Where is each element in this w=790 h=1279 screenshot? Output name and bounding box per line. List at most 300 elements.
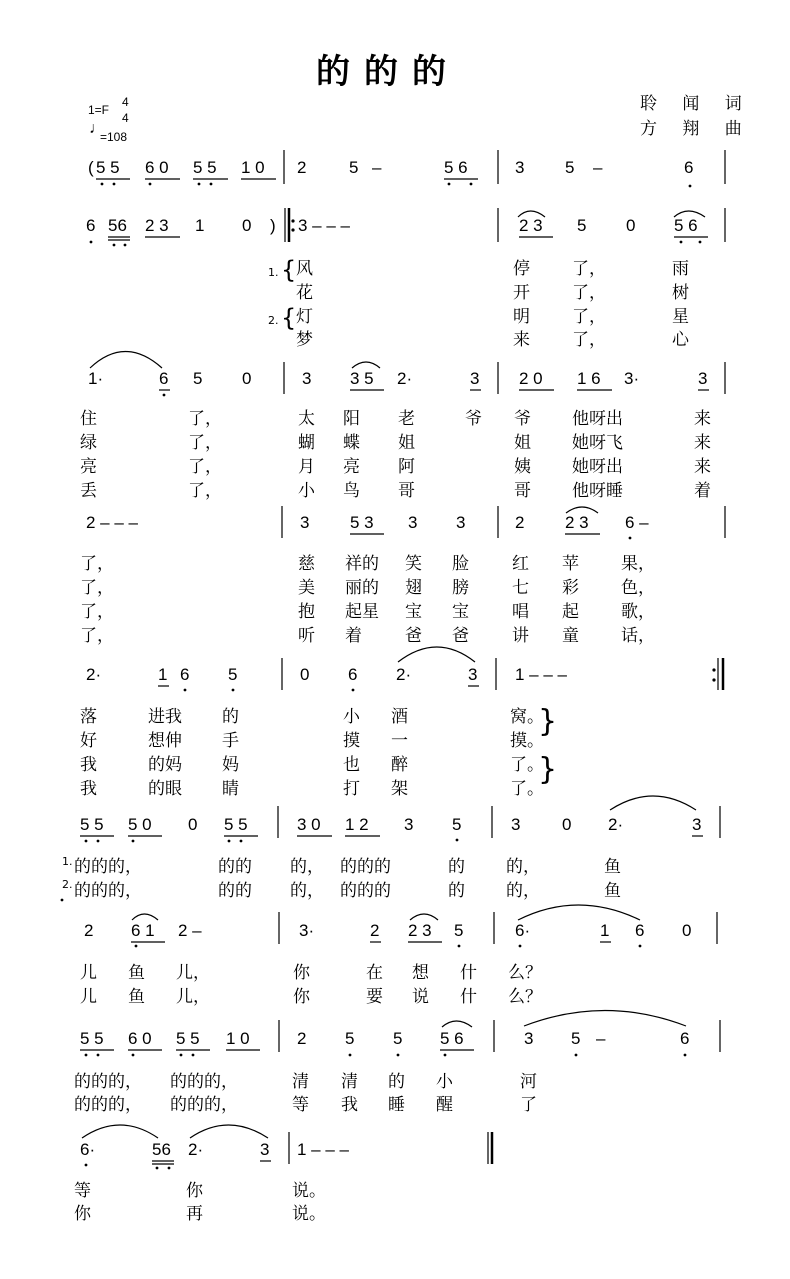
lyric: 宝	[452, 602, 469, 622]
note: 5 6	[444, 158, 468, 177]
lyric: 鸟	[343, 481, 360, 501]
lyric: 我	[80, 779, 97, 799]
lyric: 我	[341, 1095, 358, 1115]
lyric: 河	[520, 1072, 537, 1092]
lyric: 了	[520, 1095, 537, 1115]
lyric: 鱼	[604, 881, 621, 901]
lyric: 什	[460, 963, 477, 983]
note: 6·	[515, 921, 531, 940]
lyric: 亮	[343, 457, 360, 477]
lyric: 么？	[508, 963, 542, 983]
note: 2 3	[519, 216, 543, 235]
lyric: 的的的，	[74, 1072, 142, 1092]
lyric: 星	[672, 307, 689, 327]
lyric: 等	[74, 1181, 91, 1201]
lyric: 儿，	[176, 963, 210, 983]
note: 5	[193, 369, 203, 388]
lyric: 绿	[80, 433, 97, 453]
note: 6	[159, 369, 169, 388]
note: 2·	[188, 1140, 204, 1159]
lyric: 你	[186, 1181, 203, 1201]
note: 0	[300, 665, 310, 684]
lyric: 醉	[391, 755, 408, 775]
octave-dot	[97, 1054, 100, 1057]
lyric: 的的	[218, 881, 252, 901]
slur	[610, 796, 696, 810]
lyric: 的妈	[148, 755, 182, 775]
slur	[524, 1011, 686, 1027]
lyric: 蝶	[343, 433, 360, 453]
lyric: 清	[292, 1072, 309, 1092]
lyric: 明	[513, 307, 530, 327]
lyric: 阳	[343, 409, 360, 429]
lyric: 么？	[508, 987, 542, 1007]
note: 5 5	[96, 158, 120, 177]
lyric: 心	[672, 330, 689, 350]
lyric: 鱼	[604, 857, 621, 877]
octave-dot	[113, 244, 116, 247]
lyric: 美	[298, 578, 315, 598]
lyric: 等	[292, 1095, 309, 1115]
lyric: 灯	[296, 307, 313, 327]
lyric: 丽的	[345, 578, 379, 598]
lyric: 想	[412, 963, 429, 983]
lyric: 爷	[465, 409, 482, 429]
lyric: 好	[80, 731, 97, 751]
note: 2 3	[565, 513, 589, 532]
note: 3	[698, 369, 708, 388]
lyric: 抱	[298, 602, 315, 622]
lyric: 一	[391, 731, 408, 751]
lyric: 要	[366, 987, 383, 1007]
octave-dot	[168, 1167, 171, 1170]
octave-dot	[184, 689, 187, 692]
key-signature: 1=F	[88, 103, 110, 117]
lyric: 小	[343, 707, 360, 727]
note: 2 0	[519, 369, 543, 388]
octave-dot	[349, 1054, 352, 1057]
lyric: 说。	[292, 1204, 326, 1224]
lyric: 来	[694, 457, 711, 477]
note: 5 6	[674, 216, 698, 235]
note: )	[270, 216, 276, 235]
lyric: 姨	[514, 457, 531, 477]
note: 2·	[86, 665, 102, 684]
lyric: 说。	[292, 1181, 326, 1201]
lyric: 你	[293, 963, 310, 983]
octave-dot	[240, 840, 243, 843]
repeat-dot	[291, 228, 294, 231]
lyric: 丢	[80, 481, 97, 501]
lyric: 祥的	[345, 554, 379, 574]
note: 6·	[80, 1140, 96, 1159]
lyric: 住	[80, 409, 97, 429]
octave-dot	[456, 839, 459, 842]
octave-dot	[61, 899, 64, 902]
lyric: 花	[296, 283, 313, 303]
brace: {	[281, 256, 297, 284]
composer-credit: 方 翔 曲	[640, 119, 752, 139]
octave-dot	[210, 183, 213, 186]
lyric: 的，	[290, 857, 324, 877]
lyric: 他呀出	[572, 409, 623, 429]
note: 1	[195, 216, 205, 235]
note: 5	[349, 158, 359, 177]
note: 3	[302, 369, 312, 388]
lyric: 的的的，	[170, 1095, 238, 1115]
lyric: 苹	[562, 554, 579, 574]
note: –	[372, 158, 382, 177]
lyric: 小	[298, 481, 315, 501]
lyric: 手	[222, 731, 239, 751]
octave-dot	[575, 1054, 578, 1057]
note: 2	[84, 921, 94, 940]
note: 3	[456, 513, 466, 532]
octave-dot	[85, 1054, 88, 1057]
note: 3	[511, 815, 521, 834]
lyric: 的的	[218, 857, 252, 877]
lyric: 红	[512, 554, 529, 574]
lyric: 了，	[572, 330, 606, 350]
lyric: 宝	[405, 602, 422, 622]
note: 6	[680, 1029, 690, 1048]
octave-dot	[149, 183, 152, 186]
lyric: 了，	[80, 578, 114, 598]
note: 6 0	[145, 158, 169, 177]
octave-dot	[470, 183, 473, 186]
lyric: 你	[74, 1204, 91, 1224]
lyric: 听	[298, 626, 315, 646]
note: 3	[692, 815, 702, 834]
lyric: 了，	[188, 481, 222, 501]
lyric: 了，	[188, 409, 222, 429]
brace: }	[538, 752, 558, 787]
note: 5	[577, 216, 587, 235]
note: 5	[571, 1029, 581, 1048]
lyric: 彩	[562, 578, 579, 598]
lyric: 窝。	[510, 707, 544, 727]
octave-dot	[101, 183, 104, 186]
lyric: 慈	[298, 554, 315, 574]
note: 1 0	[226, 1029, 250, 1048]
note: 5 5	[224, 815, 248, 834]
lyric: 起星	[345, 602, 379, 622]
lyric: 了，	[80, 602, 114, 622]
slur	[518, 211, 545, 217]
octave-dot	[448, 183, 451, 186]
lyric: 了，	[572, 259, 606, 279]
note: 5	[454, 921, 464, 940]
note: 2 3	[408, 921, 432, 940]
note: 2	[297, 158, 307, 177]
lyric: 的眼	[148, 779, 182, 799]
lyric: 的	[222, 707, 239, 727]
note: 1 6	[577, 369, 601, 388]
note: 5 3	[350, 513, 374, 532]
lyric: 了，	[188, 457, 222, 477]
lyric: 的，	[506, 857, 540, 877]
lyric: 进我	[148, 707, 182, 727]
lyric: 的的的	[340, 881, 391, 901]
lyric: 话，	[621, 626, 655, 646]
note: 3	[470, 369, 480, 388]
lyric: 七	[512, 578, 529, 598]
brace: }	[538, 704, 558, 739]
note: 5	[393, 1029, 403, 1048]
lyric: 了，	[572, 307, 606, 327]
lyric: 的的的	[340, 857, 391, 877]
lyric: 她呀飞	[572, 433, 623, 453]
repeat-dot	[712, 678, 715, 681]
note: 5 6	[440, 1029, 464, 1048]
lyric: 笑	[405, 554, 422, 574]
lyric: 在	[366, 963, 383, 983]
lyric: 架	[391, 779, 408, 799]
note: 5	[345, 1029, 355, 1048]
slur	[566, 507, 598, 513]
lyric: 醒	[436, 1095, 453, 1115]
note: 2·	[397, 369, 413, 388]
note: –	[596, 1029, 606, 1048]
lyricist-credit: 聆 闻 词	[640, 94, 752, 114]
slur	[410, 914, 438, 920]
octave-dot	[124, 244, 127, 247]
lyric: 爸	[405, 626, 422, 646]
note: 0	[682, 921, 692, 940]
lyric: 来	[694, 433, 711, 453]
lyric: 了。	[510, 755, 544, 775]
octave-dot	[232, 689, 235, 692]
lyric: 酒	[391, 707, 408, 727]
octave-dot	[689, 185, 692, 188]
lyric: 也	[343, 755, 360, 775]
note: 3 5	[350, 369, 374, 388]
repeat-dot	[291, 219, 294, 222]
note: 5	[228, 665, 238, 684]
lyric: 打	[343, 779, 360, 799]
lyric: 鱼	[128, 963, 145, 983]
note: 2 –	[178, 921, 202, 940]
slur	[398, 647, 475, 662]
lyric: 摸	[343, 731, 360, 751]
note: 1 0	[241, 158, 265, 177]
lyric: 的的的，	[74, 857, 142, 877]
note: 3	[260, 1140, 270, 1159]
note: 6	[684, 158, 694, 177]
octave-dot	[352, 689, 355, 692]
note: 3·	[624, 369, 640, 388]
lyric: 鱼	[128, 987, 145, 1007]
note: 6 0	[128, 1029, 152, 1048]
note: 6 1	[131, 921, 155, 940]
note: 5 5	[80, 815, 104, 834]
note: 2·	[608, 815, 624, 834]
song-title: 的的的	[316, 52, 460, 92]
lyric: 的的的，	[74, 881, 142, 901]
octave-dot	[444, 1054, 447, 1057]
octave-dot	[90, 241, 93, 244]
note: 2·	[396, 665, 412, 684]
verse-number: 1.	[62, 855, 73, 868]
verse-number: 2.	[62, 878, 73, 891]
slur	[518, 905, 640, 920]
lyric: 了。	[510, 779, 544, 799]
lyric: 来	[513, 330, 530, 350]
lyric: 想伸	[148, 731, 182, 751]
octave-dot	[163, 394, 166, 397]
note: 3	[300, 513, 310, 532]
note: 5 0	[128, 815, 152, 834]
lyric: 儿	[80, 963, 97, 983]
octave-dot	[132, 840, 135, 843]
note: 1 – – –	[297, 1140, 349, 1159]
lyric: 了，	[80, 554, 114, 574]
note: –	[593, 158, 603, 177]
note: 1 2	[345, 815, 369, 834]
note: 56	[108, 216, 127, 235]
octave-dot	[684, 1054, 687, 1057]
note: 5 5	[80, 1029, 104, 1048]
note: 5 5	[176, 1029, 200, 1048]
note: 1	[158, 665, 168, 684]
time-signature-top: 4	[122, 95, 129, 109]
lyric: 他呀睡	[572, 481, 623, 501]
octave-dot	[699, 241, 702, 244]
quarter-note-icon: ♩	[89, 120, 105, 137]
note: 3	[468, 665, 478, 684]
note: 6	[86, 216, 96, 235]
note: 3	[408, 513, 418, 532]
lyric: 哥	[398, 481, 415, 501]
brace: {	[281, 304, 297, 332]
lyric: 说	[412, 987, 429, 1007]
octave-dot	[397, 1054, 400, 1057]
note: (	[88, 158, 94, 177]
lyric: 老	[398, 409, 415, 429]
note: 6	[180, 665, 190, 684]
note: 2	[515, 513, 525, 532]
lyric: 月	[298, 457, 315, 477]
lyric: 停	[513, 259, 530, 279]
note: 0	[188, 815, 198, 834]
note: 6	[635, 921, 645, 940]
verse-number: 2.	[268, 314, 279, 327]
lyric: 的	[448, 857, 465, 877]
octave-dot	[458, 945, 461, 948]
note: 2	[297, 1029, 307, 1048]
lyric: 妈	[222, 755, 239, 775]
octave-dot	[629, 537, 632, 540]
lyric: 脸	[452, 554, 469, 574]
note: 1 – – –	[515, 665, 567, 684]
octave-dot	[639, 945, 642, 948]
lyric: 了，	[572, 283, 606, 303]
note: 56	[152, 1140, 171, 1159]
lyric: 小	[436, 1072, 453, 1092]
lyric: 的	[388, 1072, 405, 1092]
lyric: 来	[694, 409, 711, 429]
lyric: 落	[80, 707, 97, 727]
lyric: 摸。	[510, 731, 544, 751]
lyric: 蝴	[298, 433, 315, 453]
slur	[352, 362, 380, 368]
lyric: 姐	[514, 433, 531, 453]
lyric: 开	[513, 283, 530, 303]
note: 3 0	[297, 815, 321, 834]
lyric: 色，	[621, 578, 655, 598]
lyric: 清	[341, 1072, 358, 1092]
octave-dot	[180, 1054, 183, 1057]
lyric: 姐	[398, 433, 415, 453]
lyric: 童	[562, 626, 579, 646]
lyric: 你	[293, 987, 310, 1007]
note: 1·	[88, 369, 104, 388]
lyric: 果，	[621, 554, 655, 574]
note: 2 – – –	[86, 513, 138, 532]
lyric: 着	[694, 481, 711, 501]
note: 2	[370, 921, 380, 940]
octave-dot	[228, 840, 231, 843]
octave-dot	[519, 945, 522, 948]
lyric: 哥	[514, 481, 531, 501]
repeat-dot	[712, 668, 715, 671]
note: 3	[404, 815, 414, 834]
lyric: 她呀出	[572, 457, 623, 477]
slur	[132, 914, 158, 920]
lyric: 唱	[512, 602, 529, 622]
lyric: 亮	[80, 457, 97, 477]
note: 5	[565, 158, 575, 177]
note: 0	[242, 369, 252, 388]
tempo-marking: =108	[100, 130, 128, 144]
slur	[90, 352, 162, 369]
octave-dot	[192, 1054, 195, 1057]
slur	[674, 211, 705, 217]
lyric: 歌，	[621, 602, 655, 622]
lyric: 我	[80, 755, 97, 775]
lyric: 再	[186, 1204, 203, 1224]
note: 5	[452, 815, 462, 834]
lyric: 着	[345, 626, 362, 646]
octave-dot	[113, 183, 116, 186]
note: 0	[562, 815, 572, 834]
lyric: 的的的，	[74, 1095, 142, 1115]
lyric: 梦	[296, 330, 313, 350]
octave-dot	[135, 945, 138, 948]
lyric: 的，	[290, 881, 324, 901]
lyric: 睛	[222, 779, 239, 799]
note: 6	[348, 665, 358, 684]
lyric: 的的的，	[170, 1072, 238, 1092]
note: 1	[600, 921, 610, 940]
octave-dot	[97, 840, 100, 843]
note: 6 –	[625, 513, 649, 532]
note: 2 3	[145, 216, 169, 235]
slur	[442, 1021, 472, 1027]
slur	[82, 1125, 158, 1138]
lyric: 太	[298, 409, 315, 429]
lyric: 雨	[672, 259, 689, 279]
lyric: 树	[672, 283, 689, 303]
note: 0	[626, 216, 636, 235]
lyric: 的，	[506, 881, 540, 901]
note: 0	[242, 216, 252, 235]
note: 3·	[299, 921, 315, 940]
lyric: 爷	[514, 409, 531, 429]
octave-dot	[85, 840, 88, 843]
lyric: 风	[296, 259, 313, 279]
time-signature-bottom: 4	[122, 111, 129, 125]
